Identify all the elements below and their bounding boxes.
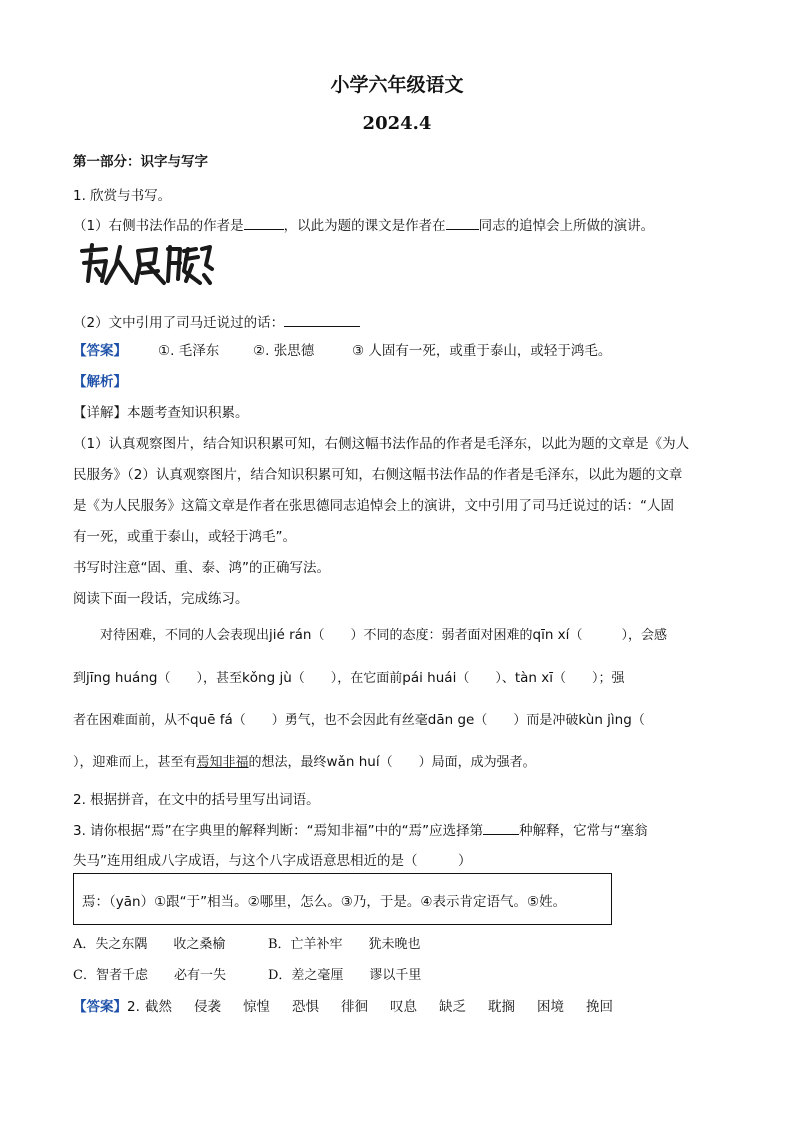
final-answer-word: 徘徊 xyxy=(341,999,368,1015)
page-title: 小学六年级语文 xyxy=(330,74,464,96)
passage-line: 对待困难，不同的人会表现出jié rán（ ）不同的态度：弱者面对困难的qīn xí（ ），会感 xyxy=(100,627,667,643)
option-b: B．亡羊补牢 犹未晚也 xyxy=(268,937,421,952)
final-answer-word: 挽回 xyxy=(586,999,613,1015)
analysis-label: 【解析】 xyxy=(73,374,127,390)
answer-blank xyxy=(284,314,360,327)
answer-blank xyxy=(446,217,479,230)
question-1-stem: 1. 欣赏与书写。 xyxy=(73,188,172,204)
reading-intro: 阅读下面一段话，完成练习。 xyxy=(73,591,249,607)
question-2: 2. 根据拼音，在文中的括号里写出词语。 xyxy=(73,792,320,808)
final-answer-word: 截然 xyxy=(145,999,172,1015)
final-answer-row: 【答案】2. xyxy=(73,999,140,1015)
option-a: A．失之东隅 收之桑榆 xyxy=(73,937,226,952)
answer-item-3: ③ 人固有一死，或重于泰山，或轻于鸿毛。 xyxy=(352,343,612,359)
final-answer-word: 耽搁 xyxy=(488,999,515,1015)
final-answer-word: 惊惶 xyxy=(243,999,270,1015)
dictionary-definition-box xyxy=(73,873,612,925)
dictionary-definition: 焉：（yān）①跟“于”相当。②哪里，怎么。③乃，于是。④表示肯定语气。⑤姓。 xyxy=(82,894,567,910)
detail-line: （1）认真观察图片，结合知识积累可知，右侧这幅书法作品的作者是毛泽东，以此为题的文章是《为人 xyxy=(73,436,690,452)
answer-item-1: ①. 毛泽东 xyxy=(158,343,220,359)
question-3-line: 失马”连用组成八字成语，与这个八字成语意思相近的是（ ） xyxy=(73,853,472,869)
detail-line: 是《为人民服务》这篇文章是作者在张思德同志追悼会上的演讲，文中引用了司马迁说过的话：“人固 xyxy=(73,498,674,514)
answer-blank xyxy=(483,822,519,835)
option-d: D．差之毫厘 谬以千里 xyxy=(268,968,422,983)
final-answer-word: 困境 xyxy=(537,999,564,1015)
detail-line: 民服务》（2）认真观察图片，结合知识积累可知，右侧这幅书法作品的作者是毛泽东，以此为题的文章 xyxy=(73,467,683,483)
answer-blank xyxy=(244,217,284,230)
passage-line: ），迎难而上，甚至有焉知非福的想法，最终wǎn huí（ ）局面，成为强者。 xyxy=(73,754,536,770)
detail-heading: 【详解】本题考查知识积累。 xyxy=(73,405,249,421)
question-1-sub2: （2）文中引用了司马迁说过的话： xyxy=(73,311,360,331)
final-answer-word: 恐惧 xyxy=(292,999,319,1015)
final-answer-word: 侵袭 xyxy=(194,999,221,1015)
question-3-line: 3. 请你根据“焉”在字典里的解释判断：“焉知非福”中的“焉”应选择第 种解释，它常与“塞翁 xyxy=(73,823,648,839)
writing-note: 书写时注意“固、重、泰、鸿”的正确写法。 xyxy=(73,560,330,576)
question-1-sub1: （1）右侧书法作品的作者是 ，以此为题的课文是作者在 同志的追悼会上所做的演讲。 xyxy=(73,218,655,234)
detail-line: 有一死，或重于泰山，或轻于鸿毛”。 xyxy=(73,529,296,545)
option-c: C．智者千虑 必有一失 xyxy=(73,968,226,983)
passage-line: 到jīng huáng（ ），甚至kǒng jù（ ），在它面前pái huái（ ）、tàn xī（ ）；强 xyxy=(73,670,625,686)
exam-date: 2024.4 xyxy=(362,113,432,134)
final-answer-word: 叹息 xyxy=(390,999,417,1015)
section-heading: 第一部分：识字与写字 xyxy=(73,154,208,170)
final-answer-word: 缺乏 xyxy=(439,999,466,1015)
calligraphy-image xyxy=(76,241,214,289)
answer-item-2: ②. 张思德 xyxy=(253,343,315,359)
answer-label: 【答案】 xyxy=(73,343,127,359)
passage-line: 者在困难面前，从不quē fá（ ）勇气，也不会因此有丝毫dān ge（ ）而是冲破kùn jìng（ xyxy=(73,712,645,728)
